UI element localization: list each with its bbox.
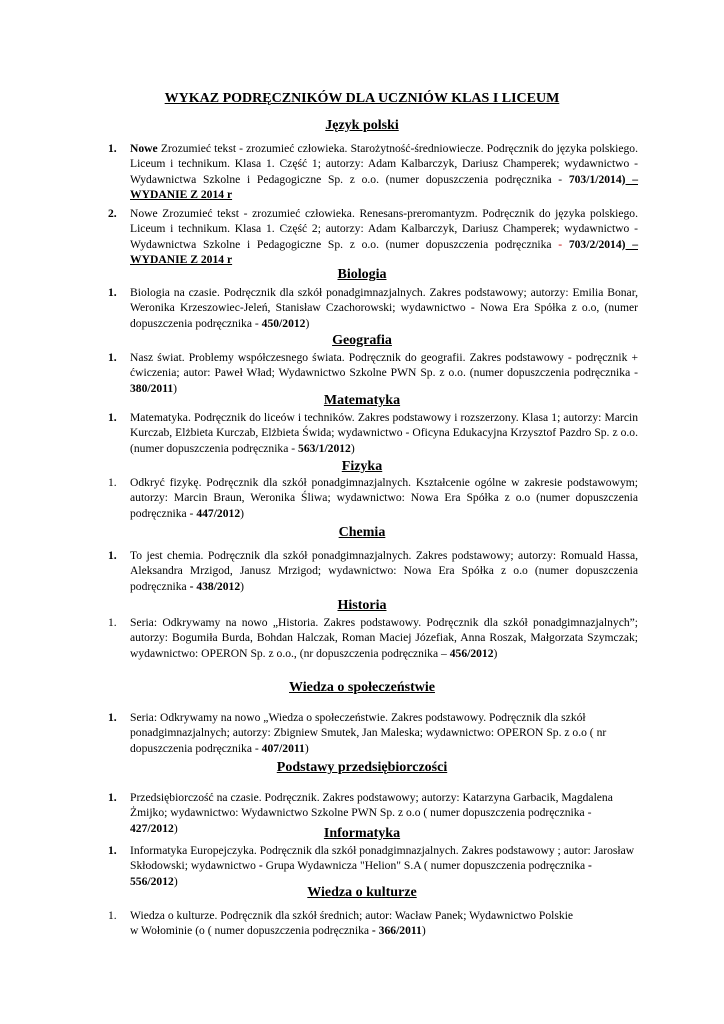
item-number: 1. [108, 616, 117, 629]
section-heading-informatyka: Informatyka [323, 826, 401, 841]
item-tail: ) [240, 579, 244, 593]
section-heading-wos: Wiedza o społeczeństwie [289, 680, 435, 695]
item-code: 447/2012 [196, 506, 241, 520]
item-edition: – WYDANIE Z 2014 r [130, 172, 638, 201]
item-text: Odkryć fizykę. Podręcznik dla szkół ponadgimnazjalnych. Kształcenie ogólne w zakresie podstawowym; autorzy: Marcin Braun, Weronika Śliwa; wydawnictwo: Nowa Era Spółka z o.o (numer dopuszczenia podręcznika - [130, 476, 638, 520]
item-edition: – WYDANIE Z 2014 r [130, 237, 638, 266]
list-item [108, 908, 638, 939]
item-text-2: Grupa Wydawnicza "Helion" S.A ( numer dopuszczenia podręcznika [262, 859, 589, 873]
section-heading-geografia: Geografia [332, 333, 392, 348]
item-tail: ) [173, 874, 178, 888]
item-code: 563/1/2012 [298, 441, 351, 455]
list-item [108, 410, 638, 456]
item-text-2: w Wołominie (o ( numer dopuszczenia podręcznika [130, 924, 372, 938]
item-code: 427/2012 [130, 821, 174, 835]
list-item [108, 206, 638, 267]
item-code-2: - 556/2012 [130, 859, 592, 888]
item-number: 1. [108, 411, 117, 424]
list-item [108, 548, 638, 594]
item-tail: ) [421, 924, 426, 938]
list-item [108, 843, 638, 889]
section-heading-fizyka: Fizyka [341, 459, 383, 474]
item-code: - 438/2012 [189, 579, 241, 593]
item-code: 407/2011 [261, 741, 305, 755]
item-text: Matematyka. Podręcznik do liceów i techników. Zakres podstawowy i rozszerzony. Klasa 1; autorzy: Marcin Kurczab, Elżbieta Kurczab, Elżbieta Świda; wydawnictwo - Oficyna Edukacyjna Krzysztof Pazdro Sp. z o.o. (numer dopuszczenia podręcznika - [130, 411, 638, 455]
item-tail: ) [240, 506, 244, 520]
item-text: Nasz świat. Problemy współczesnego świata. Podręcznik do geografii. Zakres podstawowy - podręcznik + ćwiczenia; autor: Paweł Wład; Wydawnictwo Szkolne PWN Sp. z o.o. (numer dopuszczenia podręcznika - [130, 351, 638, 380]
item-code: - 366/2011 [371, 924, 422, 938]
item-code: - [258, 859, 263, 873]
section-heading-historia: Historia [337, 598, 387, 613]
item-text: To jest chemia. Podręcznik dla szkół ponadgimnazjalnych. Zakres podstawowy; autorzy: Romuald Hassa, Aleksandra Mrzigod, Janusz Mrzigod; wydawnictwo: Nowa Era Spółka z o.o (numer dopuszczenia podręcznika [130, 549, 638, 593]
item-number: 1. [108, 142, 117, 155]
item-tail: ) [173, 381, 178, 395]
item-tail: ) [493, 646, 498, 660]
list-item [108, 475, 638, 521]
list-item [108, 615, 638, 661]
item-text: Biologia na czasie. Podręcznik dla szkół ponadgimnazjalnych. Zakres podstawowy; autorzy: Emilia Bonar, Weronika Krzeszowiec-Jeleń, Stanisław Czachorowski; wydawnictwo - Nowa Era Spółka z o.o, (numer dopuszczenia podręcznika - [130, 286, 638, 330]
item-number: 2. [108, 207, 117, 220]
section-heading-biologia: Biologia [337, 267, 387, 282]
section-heading-wok: Wiedza o kulturze [307, 885, 417, 900]
item-code: 703/2/2014) [568, 237, 626, 251]
list-item [108, 710, 638, 756]
item-text: Seria: Odkrywamy na nowo „Wiedza o społeczeństwie. Zakres podstawowy. Podręcznik dla szkół ponadgimnazjalnych; autorzy: Zbigniew Smutek, Jan Maleska; wydawnictwo: OPERON Sp. z o.o ( nr dopuszczenia podręcznika - [130, 711, 607, 755]
item-number: 1. [108, 791, 117, 804]
item-text: Seria: Odkrywamy na nowo „Historia. Zakres podstawowy. Podręcznik dla szkół ponadgimnazjalnych”; autorzy: Bogumiła Burda, Bohdan Halczak, Roman Maciej Józefiak, Anna Roszak, Małgorzata Szymczak; wydawnictwo: OPERON Sp. z o.o., (nr dopuszczenia podręcznika – [130, 616, 638, 660]
item-number: 1. [108, 351, 117, 364]
item-text: Nowe Zrozumieć tekst - zrozumieć człowieka. Renesans-preromantyzm. Podręcznik do języka polskiego. Liceum i technikum. Klasa 1. Część 2; autorzy: Adam Kalbarczyk, Dariusz Champerek; wydawnictwo - Wydawnictwa Szkolne i Pedagogiczne Sp. z o.o. (numer dopuszczenia podręcznika [130, 207, 638, 251]
item-code: 380/2011 [130, 381, 174, 395]
item-tail: ) [304, 741, 309, 755]
item-code: 703/1/2014) [568, 172, 626, 186]
section-heading-chemia: Chemia [338, 525, 386, 540]
item-code: 450/2012 [261, 316, 306, 330]
item-tail: ) [305, 316, 310, 330]
item-text: Zrozumieć tekst - zrozumieć człowieka. Starożytność-średniowiecze. Podręcznik do języka polskiego. Liceum i technikum. Klasa 1. Część 1; autorzy: Adam Kalbarczyk, Dariusz Champerek; wydawnictwo - Wydawnictwa Szkolne i Pedagogiczne Sp. z o.o. (numer dopuszczenia podręcznika - [130, 142, 638, 186]
document-title: WYKAZ PODRĘCZNIKÓW DLA UCZNIÓW KLAS I LICEUM [164, 91, 560, 106]
item-tail: ) [350, 441, 355, 455]
item-tail: ) [173, 821, 178, 835]
item-number: 1. [108, 909, 117, 922]
list-item [108, 350, 638, 396]
list-item [108, 141, 638, 202]
item-text: Przedsiębiorczość na czasie. Podręcznik. Zakres podstawowy; autorzy: Katarzyna Garbacik, Magdalena Żmijko; wydawnictwo: Wydawnictwo Szkolne PWN Sp. z o.o ( numer dopuszczenia podręcznika - [130, 791, 613, 820]
list-item [108, 285, 638, 331]
item-number: 1. [108, 476, 117, 489]
item-number: 1. [108, 844, 117, 857]
item-dash: - [558, 237, 563, 251]
section-heading-przedsiebiorczosc: Podstawy przedsiębiorczości [276, 760, 448, 775]
item-text: Informatyka Europejczyka. Podręcznik dla szkół ponadgimnazjalnych. Zakres podstawowy ; autor: Jarosław Skłodowski; wydawnictwo [130, 844, 635, 873]
item-lead: Nowe [130, 142, 158, 155]
item-number: 1. [108, 286, 117, 299]
item-text: Wiedza o kulturze. Podręcznik dla szkół średnich; autor: Wacław Panek; Wydawnictwo Polskie [130, 909, 574, 922]
item-number: 1. [108, 549, 117, 562]
section-heading-jezyk-polski: Język polski [325, 118, 399, 133]
item-code: 456/2012 [449, 646, 494, 660]
section-heading-matematyka: Matematyka [323, 393, 401, 408]
item-number: 1. [108, 711, 117, 724]
